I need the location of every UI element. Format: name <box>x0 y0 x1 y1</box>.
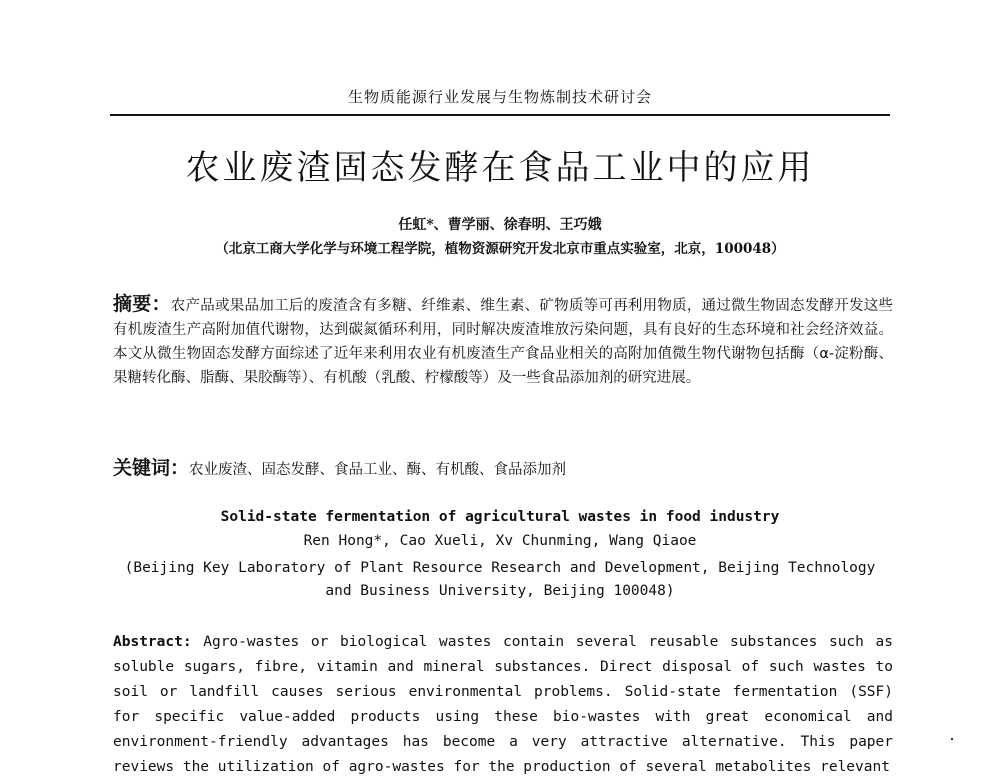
abstract-en-label: Abstract: <box>113 634 192 650</box>
scan-speck <box>951 738 953 740</box>
abstract-cn-text: 农产品或果品加工后的废渣含有多糖、纤维素、维生素、矿物质等可再利用物质，通过微生物固态发酵开发这些有机废渣生产高附加值代谢物，达到碳氮循环利用，同时解决废渣堆放污染问题，具有良好的生态环境和社会经济效益。本文从微生物固态发酵方面综述了近年来利用农业有机废渣生产食品业相关的高附加值微生物代谢物包括酶（α-淀粉酶、果糖转化酶、脂酶、果胶酶等）、有机酸（乳酸、柠檬酸等）及一些食品添加剂的研究进展。 <box>113 298 893 386</box>
affiliation-en: (Beijing Key Laboratory of Plant Resource Research and Development, Beijing Technology and Business University, Beijing 100048) <box>124 560 876 599</box>
keywords-cn-label: 关键词： <box>113 457 190 479</box>
authors-en: Ren Hong*, Cao Xueli, Xv Chunming, Wang Qiaoe <box>303 533 697 549</box>
affiliation-cn: （北京工商大学化学与环境工程学院，植物资源研究开发北京市重点实验室，北京，100048） <box>215 241 785 257</box>
abstract-en-text: Agro-wastes or biological wastes contain several reusable substances such as soluble sugars, fibre, vitamin and mineral substances. Direct disposal of such wastes to soil or landfill causes serious environmental problems. Solid-state fermentation (SSF) for specific value-added products using these bio-wastes with great economical and environment-friendly advantages has become a very attractive alternative. This paper reviews the utilization of agro-wastes for the production of several metabolites relevant <box>113 634 893 775</box>
keywords-cn-text: 农业废渣、固态发酵、食品工业、酶、有机酸、食品添加剂 <box>189 462 567 478</box>
paper-title-en: Solid-state fermentation of agricultural wastes in food industry <box>220 509 780 525</box>
paper-title-cn: 农业废渣固态发酵在食品工业中的应用 <box>185 148 815 188</box>
keywords-cn <box>113 453 893 480</box>
running-header: 生物质能源行业发展与生物炼制技术研讨会 <box>347 88 652 106</box>
abstract-cn-label: 摘要： <box>113 293 171 315</box>
authors-cn: 任虹*、曹学丽、徐春明、王巧娥 <box>398 217 602 233</box>
abstract-en <box>113 630 893 780</box>
header-rule <box>110 114 890 116</box>
abstract-cn <box>113 292 893 390</box>
